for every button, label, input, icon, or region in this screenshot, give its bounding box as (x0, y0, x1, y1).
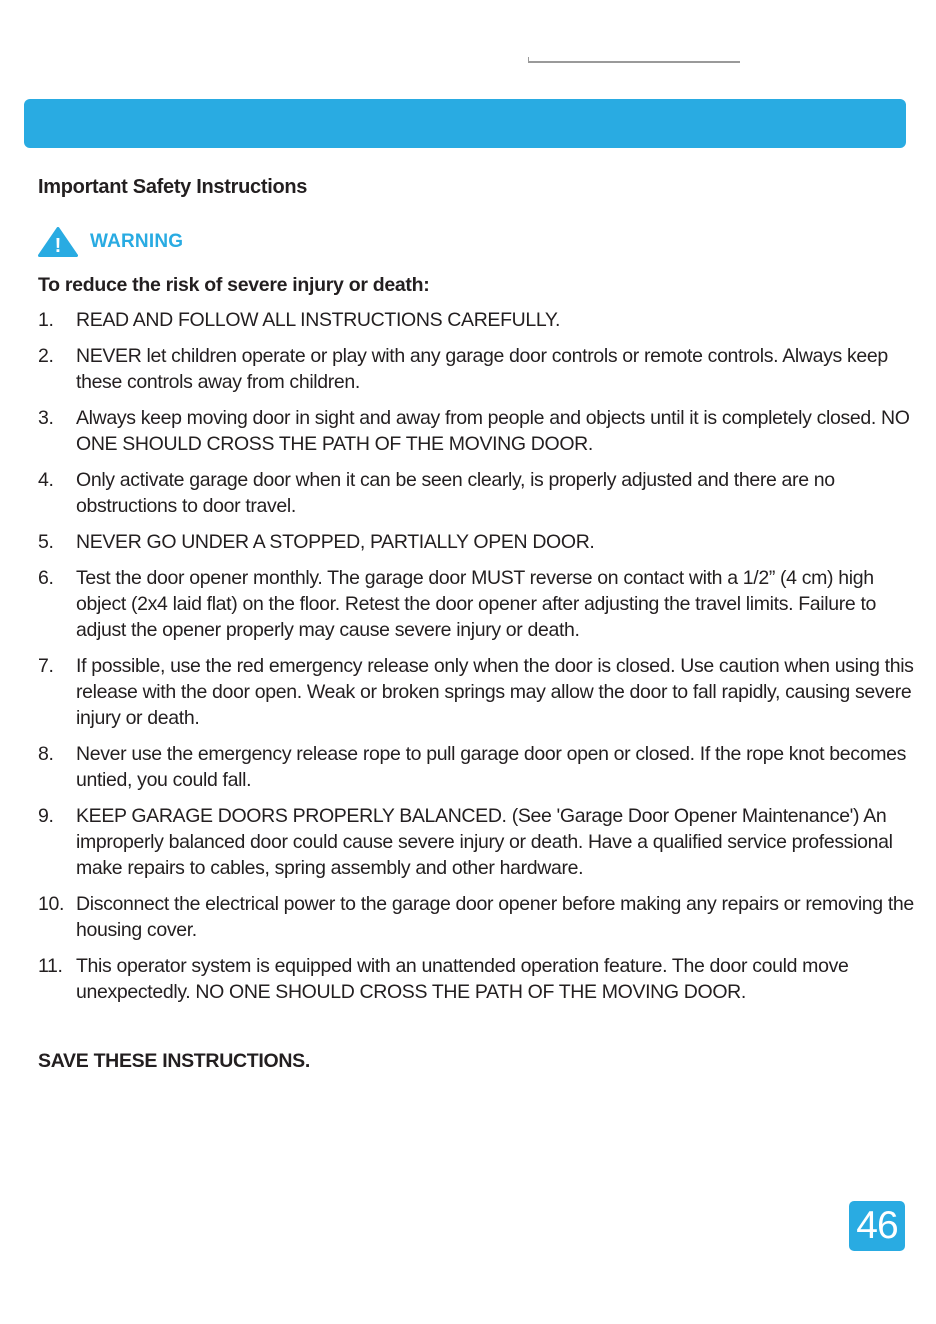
instruction-number: 5. (38, 531, 54, 553)
instruction-number: 8. (38, 743, 54, 765)
risk-lead-text: To reduce the risk of severe injury or death: (38, 274, 430, 296)
instruction-item (38, 343, 922, 395)
instruction-number: 10. (38, 893, 65, 915)
warning-label: WARNING (90, 231, 184, 252)
instruction-number: 2. (38, 345, 54, 367)
instruction-item (38, 803, 922, 881)
save-instructions-text: SAVE THESE INSTRUCTIONS. (38, 1050, 310, 1072)
warning-exclamation: ! (54, 235, 62, 257)
instruction-text: NEVER GO UNDER A STOPPED, PARTIALLY OPEN DOOR. (76, 531, 595, 553)
section-banner (24, 99, 906, 148)
page-number-badge: 46 (849, 1201, 905, 1251)
header-rule (528, 61, 740, 63)
instruction-item (38, 653, 922, 731)
instruction-text: READ AND FOLLOW ALL INSTRUCTIONS CAREFULLY. (76, 309, 561, 331)
instruction-text: Never use the emergency release rope to pull garage door open or closed. If the rope knot becomes untied, you could fall. (76, 743, 906, 791)
instruction-text: Test the door opener monthly. The garage door MUST reverse on contact with a 1/2” (4 cm) high object (2x4 laid flat) on the floor. Retest the door opener after adjusting the travel limits. Failure to adjust the opener properly may cause severe injury or death. (76, 567, 877, 641)
instruction-number: 1. (38, 309, 54, 331)
instruction-number: 9. (38, 805, 54, 827)
instruction-item (38, 405, 922, 457)
instruction-number: 6. (38, 567, 54, 589)
instruction-text: This operator system is equipped with an unattended operation feature. The door could move unexpectedly. NO ONE SHOULD CROSS THE PATH OF THE MOVING DOOR. (76, 955, 849, 1003)
instruction-text: NEVER let children operate or play with any garage door controls or remote controls. Always keep these controls away from children. (76, 345, 888, 393)
instruction-text: Only activate garage door when it can be seen clearly, is properly adjusted and there are no obstructions to door travel. (76, 469, 835, 517)
instruction-text: Disconnect the electrical power to the garage door opener before making any repairs or removing the housing cover. (76, 893, 914, 941)
instruction-item (38, 891, 922, 943)
warning-triangle-icon (38, 227, 78, 257)
instruction-item (38, 741, 922, 793)
instruction-number: 7. (38, 655, 54, 677)
instruction-item (38, 565, 922, 643)
instruction-item (38, 307, 922, 333)
warning-heading (38, 226, 183, 258)
instruction-number: 11. (38, 955, 63, 977)
instruction-number: 4. (38, 469, 54, 491)
instruction-text: If possible, use the red emergency release only when the door is closed. Use caution when using this release with the door open. Weak or broken springs may allow the door to fall rapidly, causing severe injury or death. (76, 655, 914, 729)
instruction-text: KEEP GARAGE DOORS PROPERLY BALANCED. (See 'Garage Door Opener Maintenance') An improperly balanced door could cause severe injury or death. Have a qualified service professional make repairs to cables, spring assembly and other hardware. (76, 805, 893, 879)
instruction-list (38, 307, 922, 1015)
instruction-number: 3. (38, 407, 54, 429)
instruction-item (38, 529, 922, 555)
instruction-item (38, 953, 922, 1005)
instruction-item (38, 467, 922, 519)
section-title: Important Safety Instructions (38, 176, 308, 198)
instruction-text: Always keep moving door in sight and away from people and objects until it is completely closed. NO ONE SHOULD CROSS THE PATH OF THE MOVING DOOR. (76, 407, 910, 455)
